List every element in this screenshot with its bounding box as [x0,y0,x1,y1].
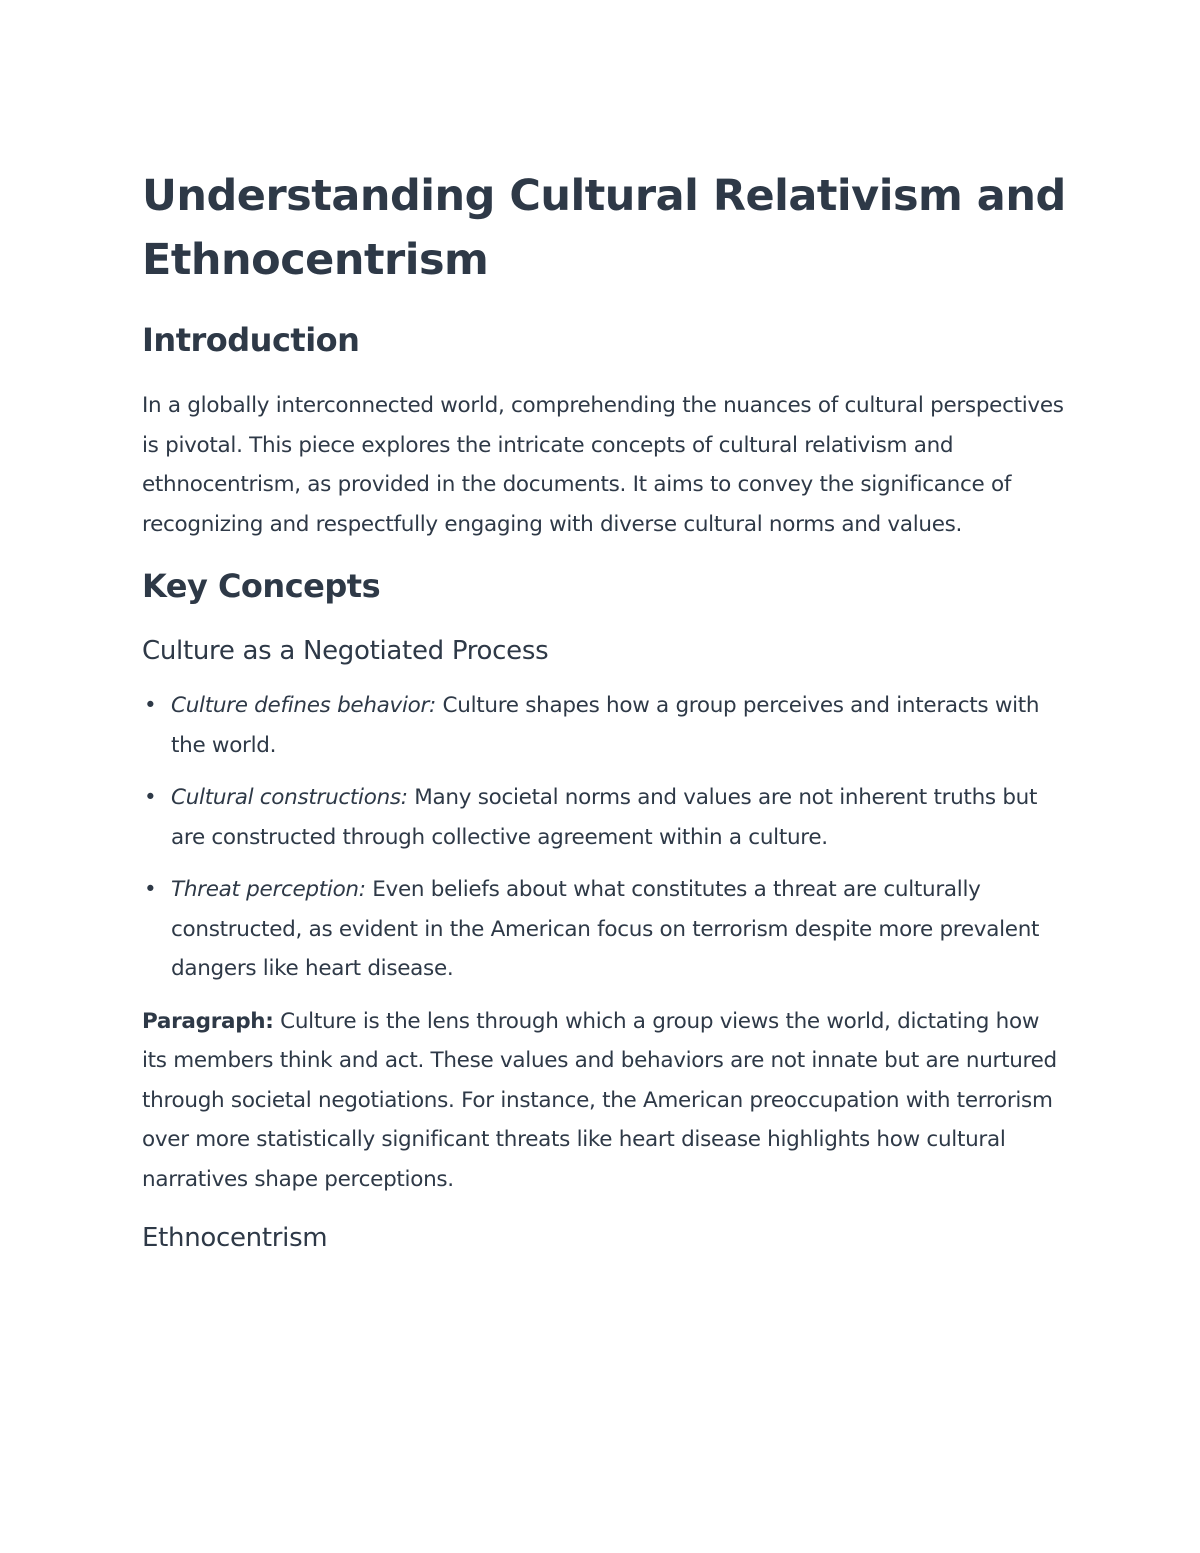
bullet-icon: • [144,877,157,902]
bullet-term: Culture defines behavior: [171,693,436,718]
list-item [142,778,1067,857]
ethnocentrism-heading: Ethnocentrism [142,1223,328,1253]
intro-heading: Introduction [142,321,360,359]
bullet-icon: • [144,693,157,718]
intro-paragraph: In a globally interconnected world, comprehending the nuances of cultural perspectives is pivotal. This piece explores the intricate concepts of cultural relativism and ethnocentrism, as provided in the documents. It aims to convey the significance of recognizing and respectfully engaging with diverse cultural norms and values. [142,393,1064,537]
bullet-text: Many societal norms and values are not inherent truths but are constructed through collective agreement within a culture. [171,785,1038,850]
bullet-text: Culture shapes how a group perceives and interacts with the world. [171,693,1040,758]
bullet-text: Even beliefs about what constitutes a threat are culturally constructed, as evident in the American focus on terrorism despite more prevalent dangers like heart disease. [171,877,1040,981]
bullet-term: Threat perception: [171,877,366,902]
document-title: Understanding Cultural Relativism and Ethnocentrism [142,171,1066,285]
paragraph-label: Paragraph: [142,1008,274,1034]
bullet-icon: • [144,785,157,810]
culture-negotiated-heading: Culture as a Negotiated Process [142,636,549,666]
concept-list [142,686,1067,989]
list-item [142,870,1067,989]
list-item [142,686,1067,765]
document-page [142,164,1067,1273]
bullet-term: Cultural constructions: [171,785,408,810]
paragraph-text: Culture is the lens through which a group views the world, dictating how its members think and act. These values and behaviors are not innate but are nurtured through societal negotiations. For instance, the American preoccupation with terrorism over more statistically significant threats like heart disease highlights how cultural narratives shape perceptions. [142,1008,1057,1192]
culture-paragraph [142,1002,1067,1200]
key-concepts-heading: Key Concepts [142,567,381,605]
